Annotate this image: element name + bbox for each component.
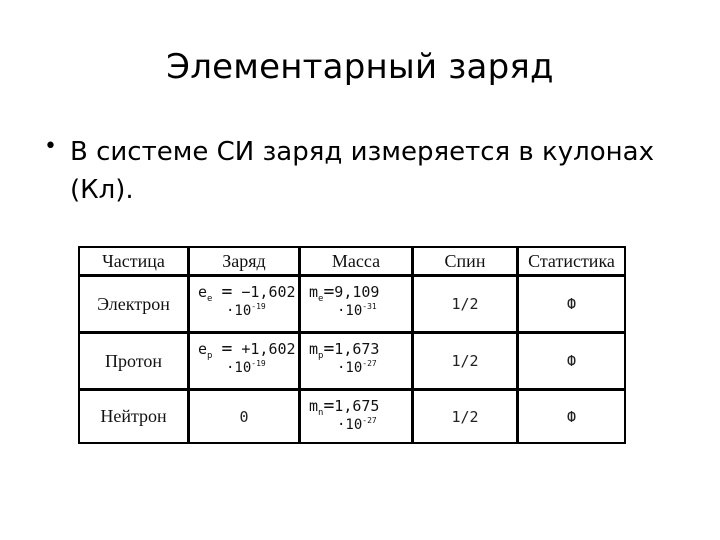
cell-mass-electron: $m_e=9,109$ $\cdot 10^{-31}$ <box>301 277 411 331</box>
cell-statistics-proton: Ф <box>519 334 624 388</box>
bullet-text: В системе СИ заряд измеряется в кулонах (Кл). <box>70 137 654 205</box>
cell-charge-electron: $e_e = -1,602$ $\cdot 10^{-19}$ <box>190 277 298 331</box>
cell-statistics-electron: Ф <box>519 277 624 331</box>
cell-particle-proton: Протон <box>80 334 187 388</box>
cell-spin-electron: 1/2 <box>414 277 516 331</box>
cell-particle-electron: Электрон <box>80 277 187 331</box>
cell-mass-proton: $m_p=1,673$ $\cdot 10^{-27}$ <box>301 334 411 388</box>
cell-mass-neutron: $m_n=1,675$ $\cdot 10^{-27}$ <box>301 391 411 442</box>
particles-table <box>78 246 626 444</box>
header-mass: Масса <box>301 248 411 274</box>
cell-particle-neutron: Нейтрон <box>80 391 187 442</box>
slide-title: Элементарный заряд <box>166 47 554 87</box>
header-charge: Заряд <box>190 248 298 274</box>
header-particle: Частица <box>80 248 187 274</box>
cell-charge-neutron: 0 <box>190 391 298 442</box>
cell-spin-proton: 1/2 <box>414 334 516 388</box>
bullet-marker: • <box>44 134 57 159</box>
cell-charge-proton: $e_p = +1,602$ $\cdot 10^{-19}$ <box>190 334 298 388</box>
cell-spin-neutron: 1/2 <box>414 391 516 442</box>
header-spin: Спин <box>414 248 516 274</box>
cell-statistics-neutron: Ф <box>519 391 624 442</box>
header-statistics: Статистика <box>519 248 624 274</box>
